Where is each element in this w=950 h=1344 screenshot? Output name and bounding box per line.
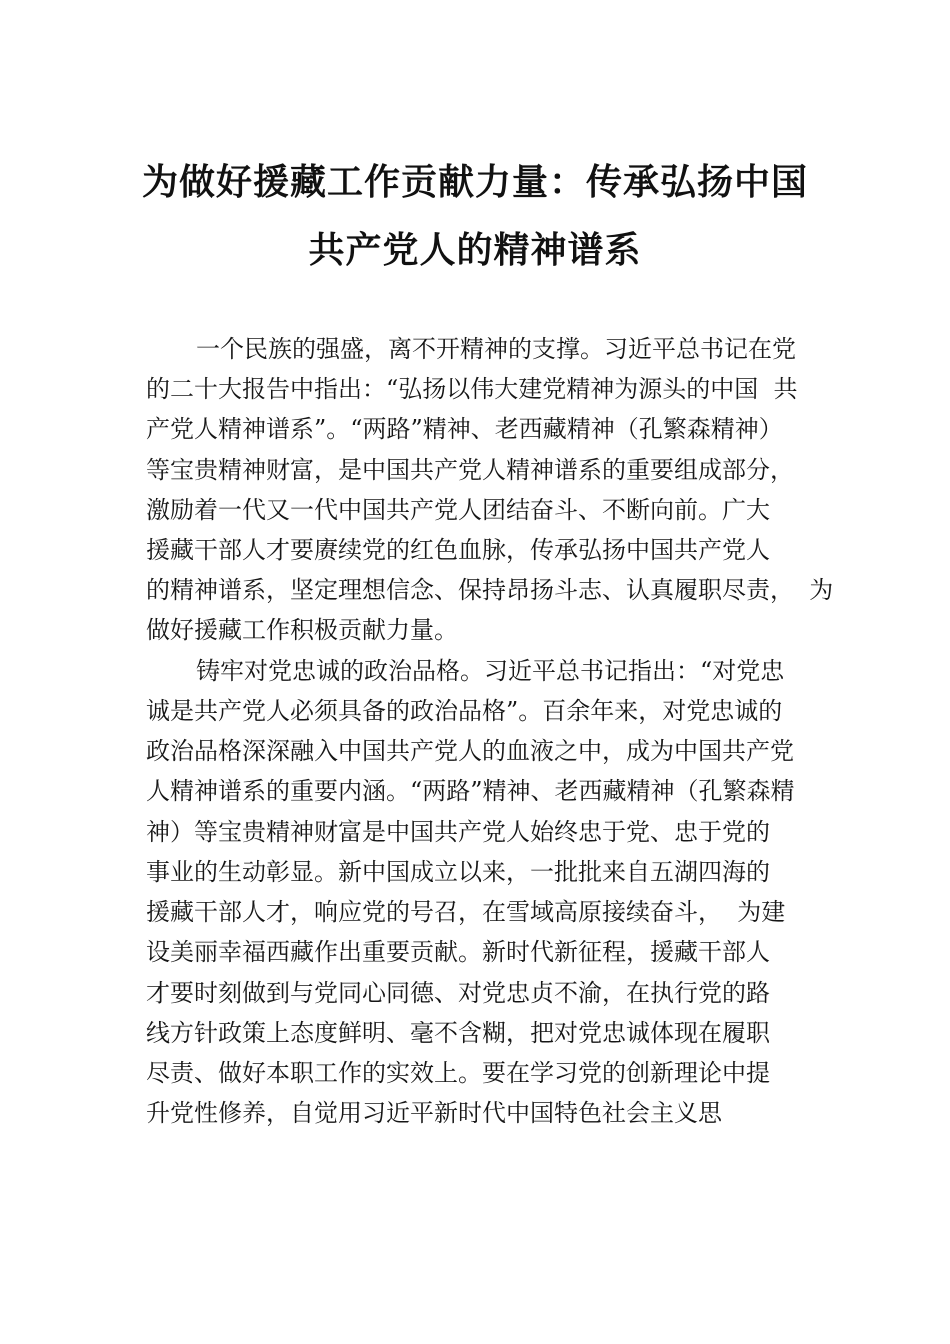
text-line: 援藏干部人才，响应党的号召，在雪域高原接续奋斗， 为建 (146, 898, 786, 926)
text-line: 等宝贵精神财富，是中国共产党人精神谱系的重要组成部分， (146, 456, 794, 484)
text-line: 神）等宝贵精神财富是中国共产党人始终忠于党、忠于党的 (146, 818, 770, 846)
text-line: 政治品格深深融入中国共产党人的血液之中，成为中国共产党 (146, 737, 794, 765)
text-line: 的二十大报告中指出：“弘扬以伟大建党精神为源头的中国 共 (146, 375, 798, 403)
text-line: 援藏干部人才要赓续党的红色血脉，传承弘扬中国共产党人 (146, 536, 770, 564)
text-line: 诚是共产党人必须具备的政治品格”。百余年来，对党忠诚的 (146, 697, 783, 725)
document-title-line-2: 共产党人的精神谱系 (308, 229, 642, 271)
text-line: 铸牢对党忠诚的政治品格。习近平总书记指出：“对党忠 (196, 657, 785, 685)
text-line: 一个民族的强盛，离不开精神的支撑。习近平总书记在党 (196, 335, 796, 363)
text-line: 激励着一代又一代中国共产党人团结奋斗、不断向前。广大 (146, 496, 770, 524)
text-line: 产党人精神谱系”。“两路”精神、老西藏精神（孔繁森精神） (146, 415, 783, 443)
text-line: 做好援藏工作积极贡献力量。 (146, 616, 458, 644)
text-line: 设美丽幸福西藏作出重要贡献。新时代新征程，援藏干部人 (146, 938, 770, 966)
text-line: 的精神谱系，坚定理想信念、保持昂扬斗志、认真履职尽责， 为 (146, 576, 834, 604)
document-title-line-1: 为做好援藏工作贡献力量：传承弘扬中国 (141, 161, 808, 203)
text-line: 线方针政策上态度鲜明、毫不含糊，把对党忠诚体现在履职 (146, 1019, 770, 1047)
text-line: 升党性修养，自觉用习近平新时代中国特色社会主义思 (146, 1099, 722, 1127)
text-line: 才要时刻做到与党同心同德、对党忠贞不渝，在执行党的路 (146, 979, 770, 1007)
text-line: 人精神谱系的重要内涵。“两路”精神、老西藏精神（孔繁森精 (146, 777, 795, 805)
text-line: 事业的生动彰显。新中国成立以来，一批批来自五湖四海的 (146, 858, 770, 886)
text-line: 尽责、做好本职工作的实效上。要在学习党的创新理论中提 (146, 1059, 770, 1087)
